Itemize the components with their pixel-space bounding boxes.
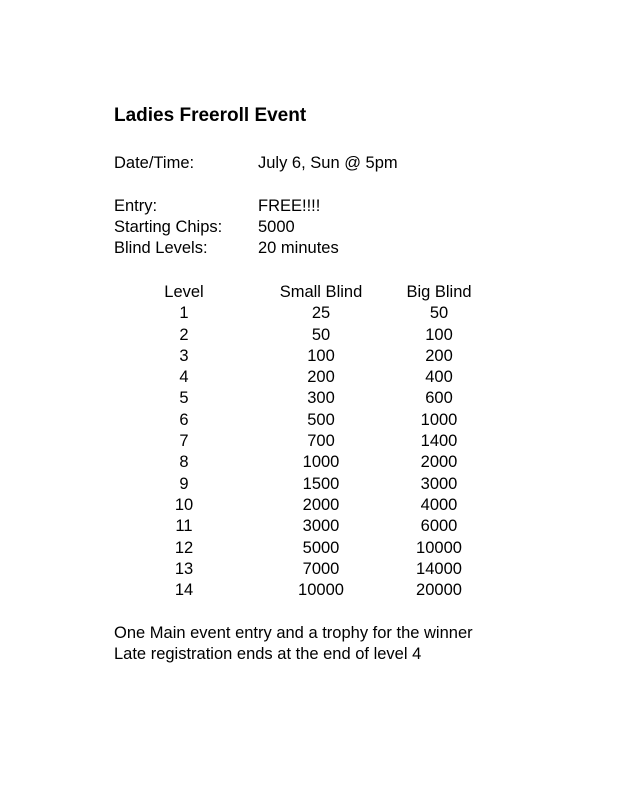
table-row — [0, 431, 637, 452]
level-cell: 5 — [179, 389, 189, 408]
level-cell: 13 — [174, 559, 194, 578]
big-blind-cell: 1000 — [420, 410, 458, 429]
detail-label: Entry: — [114, 197, 158, 215]
detail-value: FREE!!!! — [258, 197, 321, 215]
detail-value: 20 minutes — [258, 239, 339, 257]
big-blind-cell: 10000 — [416, 538, 462, 557]
table-header-row — [0, 282, 637, 303]
level-cell: 2 — [179, 325, 189, 344]
level-cell: 6 — [179, 410, 189, 429]
big-blind-cell: 3000 — [420, 474, 458, 493]
table-row — [0, 495, 637, 516]
big-blind-cell: 20000 — [416, 581, 462, 600]
big-blind-cell: 100 — [425, 325, 453, 344]
table-row — [0, 516, 637, 537]
table-row — [0, 538, 637, 559]
table-row — [0, 559, 637, 580]
small-blind-cell: 200 — [307, 368, 335, 387]
small-blind-cell: 10000 — [298, 581, 344, 600]
note-prize: One Main event entry and a trophy for the winner — [114, 624, 473, 642]
document-title: Ladies Freeroll Event — [114, 105, 307, 126]
big-blind-cell: 14000 — [416, 559, 462, 578]
detail-value: July 6, Sun @ 5pm — [258, 154, 398, 172]
table-row — [0, 303, 637, 324]
small-blind-cell: 7000 — [302, 559, 340, 578]
big-blind-cell: 600 — [425, 389, 453, 408]
level-cell: 7 — [179, 432, 189, 451]
table-row — [0, 388, 637, 409]
detail-value: 5000 — [258, 218, 295, 236]
small-blind-cell: 1500 — [302, 474, 340, 493]
detail-label: Blind Levels: — [114, 239, 208, 257]
level-cell: 4 — [179, 368, 189, 387]
big-blind-cell: 400 — [425, 368, 453, 387]
small-blind-cell: 5000 — [302, 538, 340, 557]
table-row — [0, 346, 637, 367]
column-header-level: Level — [164, 283, 204, 301]
level-cell: 1 — [179, 304, 189, 323]
level-cell: 14 — [174, 581, 194, 600]
level-cell: 9 — [179, 474, 189, 493]
table-row — [0, 452, 637, 473]
detail-label: Starting Chips: — [114, 218, 223, 236]
level-cell: 3 — [179, 346, 189, 365]
detail-label: Date/Time: — [114, 154, 195, 172]
big-blind-cell: 2000 — [420, 453, 458, 472]
small-blind-cell: 100 — [307, 346, 335, 365]
small-blind-cell: 25 — [311, 304, 331, 323]
big-blind-cell: 50 — [429, 304, 449, 323]
table-row — [0, 474, 637, 495]
note-late-registration: Late registration ends at the end of level 4 — [114, 645, 422, 663]
small-blind-cell: 50 — [311, 325, 331, 344]
blind-structure-table — [0, 282, 637, 601]
big-blind-cell: 6000 — [420, 517, 458, 536]
small-blind-cell: 1000 — [302, 453, 340, 472]
small-blind-cell: 700 — [307, 432, 335, 451]
table-row — [0, 367, 637, 388]
level-cell: 10 — [174, 495, 194, 514]
level-cell: 11 — [175, 517, 193, 536]
big-blind-cell: 1400 — [420, 432, 458, 451]
table-row — [0, 325, 637, 346]
table-row — [0, 410, 637, 431]
level-cell: 12 — [174, 538, 194, 557]
small-blind-cell: 300 — [307, 389, 335, 408]
table-row — [0, 580, 637, 601]
small-blind-cell: 500 — [307, 410, 335, 429]
level-cell: 8 — [179, 453, 189, 472]
small-blind-cell: 2000 — [302, 495, 340, 514]
big-blind-cell: 200 — [425, 346, 453, 365]
column-header-big-blind: Big Blind — [406, 283, 472, 301]
big-blind-cell: 4000 — [420, 495, 458, 514]
column-header-small-blind: Small Blind — [279, 283, 363, 301]
small-blind-cell: 3000 — [302, 517, 340, 536]
